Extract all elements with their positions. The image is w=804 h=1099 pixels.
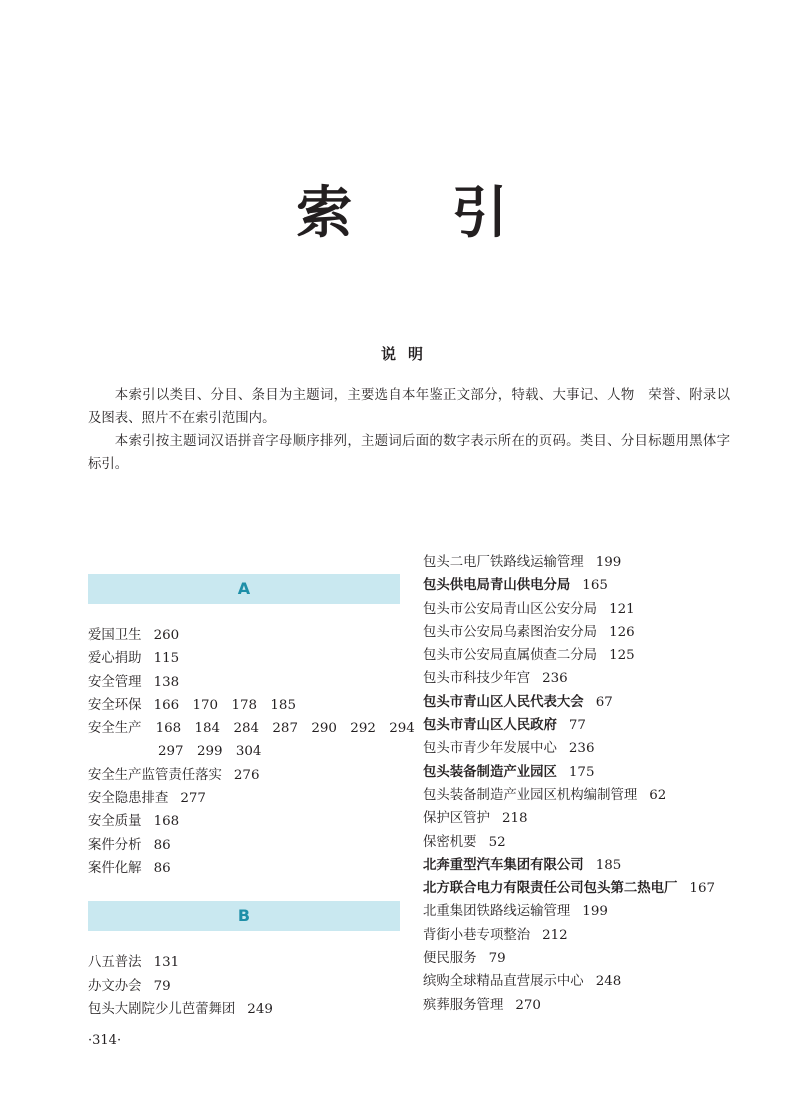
index-entry	[88, 764, 400, 787]
entry-pages: 67	[595, 694, 613, 710]
entry-term: 北方联合电力有限责任公司包头第二热电厂	[423, 881, 678, 897]
index-entry	[423, 877, 753, 900]
index-entry	[88, 857, 400, 880]
entry-pages: 248	[595, 974, 622, 990]
entry-pages: 175	[568, 764, 595, 780]
entry-term: 安全环保	[88, 697, 142, 713]
entry-term: 殡葬服务管理	[423, 997, 504, 1013]
entry-term: 安全生产	[88, 721, 142, 737]
entry-term: 八五普法	[88, 955, 142, 971]
entry-term: 包头市科技少年宫	[423, 671, 531, 687]
index-column-left	[88, 574, 415, 1021]
entry-pages: 168 184 284 287 290 292 294	[155, 721, 415, 737]
index-entry	[423, 551, 753, 574]
entry-term: 包头市青少年发展中心	[423, 741, 557, 757]
entry-pages-continued: 297 299 304	[158, 744, 262, 760]
entry-pages: 212	[542, 927, 568, 943]
entry-pages: 126	[609, 624, 635, 640]
entry-term: 保密机要	[423, 834, 477, 850]
section-header-a: A	[88, 574, 400, 604]
entry-pages: 236	[542, 671, 568, 687]
entry-pages: 115	[153, 651, 180, 667]
entry-pages: 185	[595, 857, 622, 873]
entry-pages: 218	[501, 811, 528, 827]
index-entry	[423, 644, 753, 667]
entry-pages: 79	[488, 951, 506, 967]
entry-term: 保护区管护	[423, 811, 490, 827]
entry-pages: 86	[153, 860, 171, 876]
index-entry	[423, 831, 753, 854]
explanation-text	[88, 384, 730, 476]
index-entry	[88, 998, 400, 1021]
entry-term: 办文办会	[88, 978, 142, 994]
entry-pages: 168	[153, 814, 180, 830]
index-entry	[423, 761, 753, 784]
entry-pages: 276	[233, 767, 260, 783]
page-number: ·314·	[88, 1033, 122, 1048]
entry-pages: 166 170 178 185	[153, 697, 296, 713]
entry-term: 爱国卫生	[88, 628, 142, 643]
entry-term: 包头市青山区人民代表大会	[423, 694, 584, 710]
entry-term: 包头装备制造产业园区机构编制管理	[423, 787, 638, 803]
index-entry	[423, 947, 753, 970]
intro-paragraph-1: 本索引以类目、分目、条目为主题词，主要选自本年鉴正文部分，特载、大事记、人物 荣誉、附录以及图表、照片不在索引范围内。	[88, 388, 730, 426]
entry-term: 包头市公安局直属侦查二分局	[423, 648, 598, 664]
index-entry	[423, 714, 753, 737]
entry-term: 安全生产监管责任落实	[88, 767, 222, 783]
entry-term: 便民服务	[423, 951, 477, 967]
entry-term: 安全隐患排查	[88, 791, 169, 807]
entry-term: 爱心捐助	[88, 651, 142, 667]
index-entry	[423, 574, 753, 597]
entry-term: 北奔重型汽车集团有限公司	[423, 857, 584, 873]
entry-pages: 260	[153, 628, 180, 643]
entry-pages: 236	[568, 741, 595, 757]
index-list-a	[88, 624, 415, 880]
entry-pages: 125	[609, 648, 635, 664]
index-entry	[88, 787, 400, 810]
entry-term: 北重集团铁路线运输管理	[423, 904, 571, 920]
entry-pages: 199	[595, 555, 622, 570]
entry-pages: 277	[180, 791, 206, 807]
entry-pages: 121	[609, 601, 635, 617]
entry-term: 包头大剧院少儿芭蕾舞团	[88, 1001, 236, 1017]
entry-term: 缤购全球精品直营展示中心	[423, 974, 584, 990]
entry-term: 包头市公安局乌素图治安分局	[423, 624, 598, 640]
entry-pages: 62	[649, 787, 667, 803]
index-entry	[88, 694, 400, 717]
entry-term: 包头市青山区人民政府	[423, 718, 557, 734]
index-entry	[423, 784, 753, 807]
explanation-heading: 说明	[380, 345, 435, 363]
entry-pages: 86	[153, 837, 171, 853]
index-entry	[88, 975, 400, 998]
entry-term: 包头装备制造产业园区	[423, 764, 557, 780]
entry-term: 安全管理	[88, 674, 142, 690]
entry-pages: 138	[153, 674, 180, 690]
entry-pages: 131	[153, 955, 180, 971]
index-list-b-left	[88, 951, 400, 1021]
entry-term: 包头二电厂铁路线运输管理	[423, 555, 584, 570]
index-entry	[88, 624, 400, 647]
index-entry	[423, 621, 753, 644]
index-entry	[423, 737, 753, 760]
index-entry	[423, 667, 753, 690]
entry-pages: 167	[689, 881, 715, 897]
entry-pages: 270	[515, 997, 541, 1013]
entry-pages: 249	[247, 1001, 273, 1017]
entry-pages: 77	[568, 718, 586, 734]
index-entry	[88, 951, 400, 974]
index-entry	[88, 717, 415, 764]
index-list-b-right	[423, 551, 753, 1017]
entry-pages: 79	[153, 978, 171, 994]
section-header-b: B	[88, 901, 400, 931]
index-entry	[88, 834, 400, 857]
index-entry	[88, 810, 400, 833]
entry-term: 案件化解	[88, 860, 142, 876]
entry-term: 背街小巷专项整治	[423, 927, 531, 943]
entry-term: 安全质量	[88, 814, 142, 830]
index-column-right	[423, 551, 753, 1017]
entry-pages: 52	[488, 834, 506, 850]
entry-pages: 165	[582, 578, 608, 594]
index-entry	[423, 807, 753, 830]
entry-term: 案件分析	[88, 837, 142, 853]
page-title: 索 引	[296, 180, 548, 246]
index-entry	[423, 598, 753, 621]
entry-pages: 199	[582, 904, 608, 920]
index-entry	[423, 924, 753, 947]
entry-term: 包头供电局青山供电分局	[423, 578, 571, 594]
index-entry	[88, 671, 400, 694]
index-entry	[423, 691, 753, 714]
index-entry	[88, 647, 400, 670]
index-entry	[423, 854, 753, 877]
intro-paragraph-2: 本索引按主题词汉语拼音字母顺序排列，主题词后面的数字表示所在的页码。类目、分目标题用黑体字标引。	[88, 434, 730, 472]
index-entry	[423, 994, 753, 1017]
index-entry	[423, 900, 753, 923]
entry-term: 包头市公安局青山区公安分局	[423, 601, 598, 617]
index-entry	[423, 970, 753, 993]
